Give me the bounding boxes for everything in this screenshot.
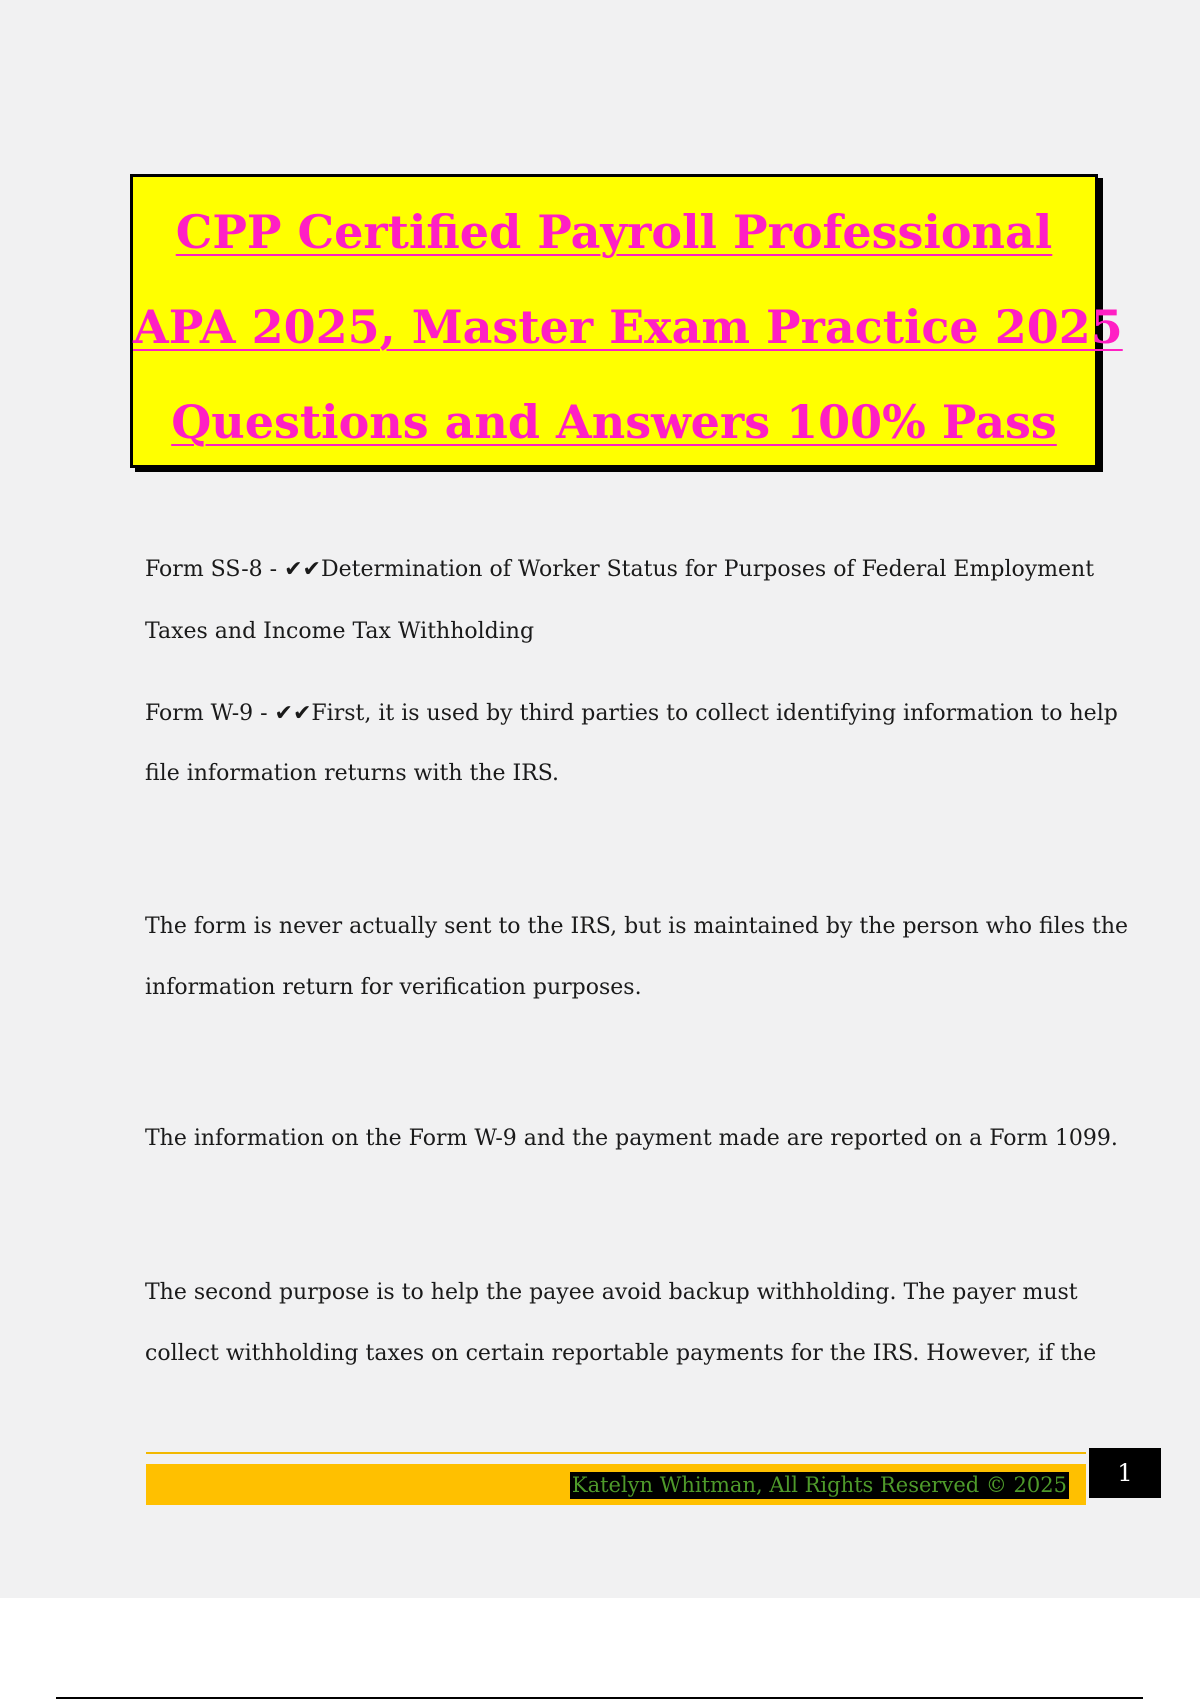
- paragraph-form-not-sent-line-2: information return for verification purposes.: [145, 975, 642, 1000]
- title-line-2: [133, 280, 1123, 375]
- form-w9-definition-line-1: Form W-9 - ✔✔First, it is used by third parties to collect identifying information to help: [145, 701, 1118, 726]
- paragraph-form-not-sent-line-1: The form is never actually sent to the IRS, but is maintained by the person who files the: [145, 914, 1129, 939]
- title-line-3: [133, 375, 1095, 470]
- footer-bar: [146, 1464, 1086, 1505]
- page-bottom-rule: [56, 1697, 1143, 1699]
- form-ss8-definition-line-1: Form SS-8 - ✔✔Determination of Worker Status for Purposes of Federal Employment: [145, 557, 1095, 582]
- footer-rule: [146, 1452, 1086, 1454]
- paragraph-form-1099: The information on the Form W-9 and the payment made are reported on a Form 1099.: [145, 1126, 1118, 1151]
- form-w9-definition-line-2: file information returns with the IRS.: [145, 761, 560, 786]
- paragraph-second-purpose-line-2: collect withholding taxes on certain reportable payments for the IRS. However, if the: [145, 1341, 1097, 1366]
- footer-copyright: Katelyn Whitman, All Rights Reserved © 2025: [571, 1473, 1067, 1497]
- title-line-3-text: Questions and Answers 100% Pass: [171, 395, 1057, 449]
- title-line-2-text: APA 2025, Master Exam Practice 2025: [133, 300, 1123, 354]
- form-ss8-definition-line-2: Taxes and Income Tax Withholding: [145, 619, 535, 644]
- paragraph-second-purpose-line-1: The second purpose is to help the payee avoid backup withholding. The payer must: [145, 1280, 1078, 1305]
- title-line-1: [133, 185, 1095, 280]
- page-number: 1: [1089, 1448, 1161, 1498]
- title-line-1-text: CPP Certified Payroll Professional: [175, 205, 1053, 259]
- title-banner: [130, 174, 1123, 468]
